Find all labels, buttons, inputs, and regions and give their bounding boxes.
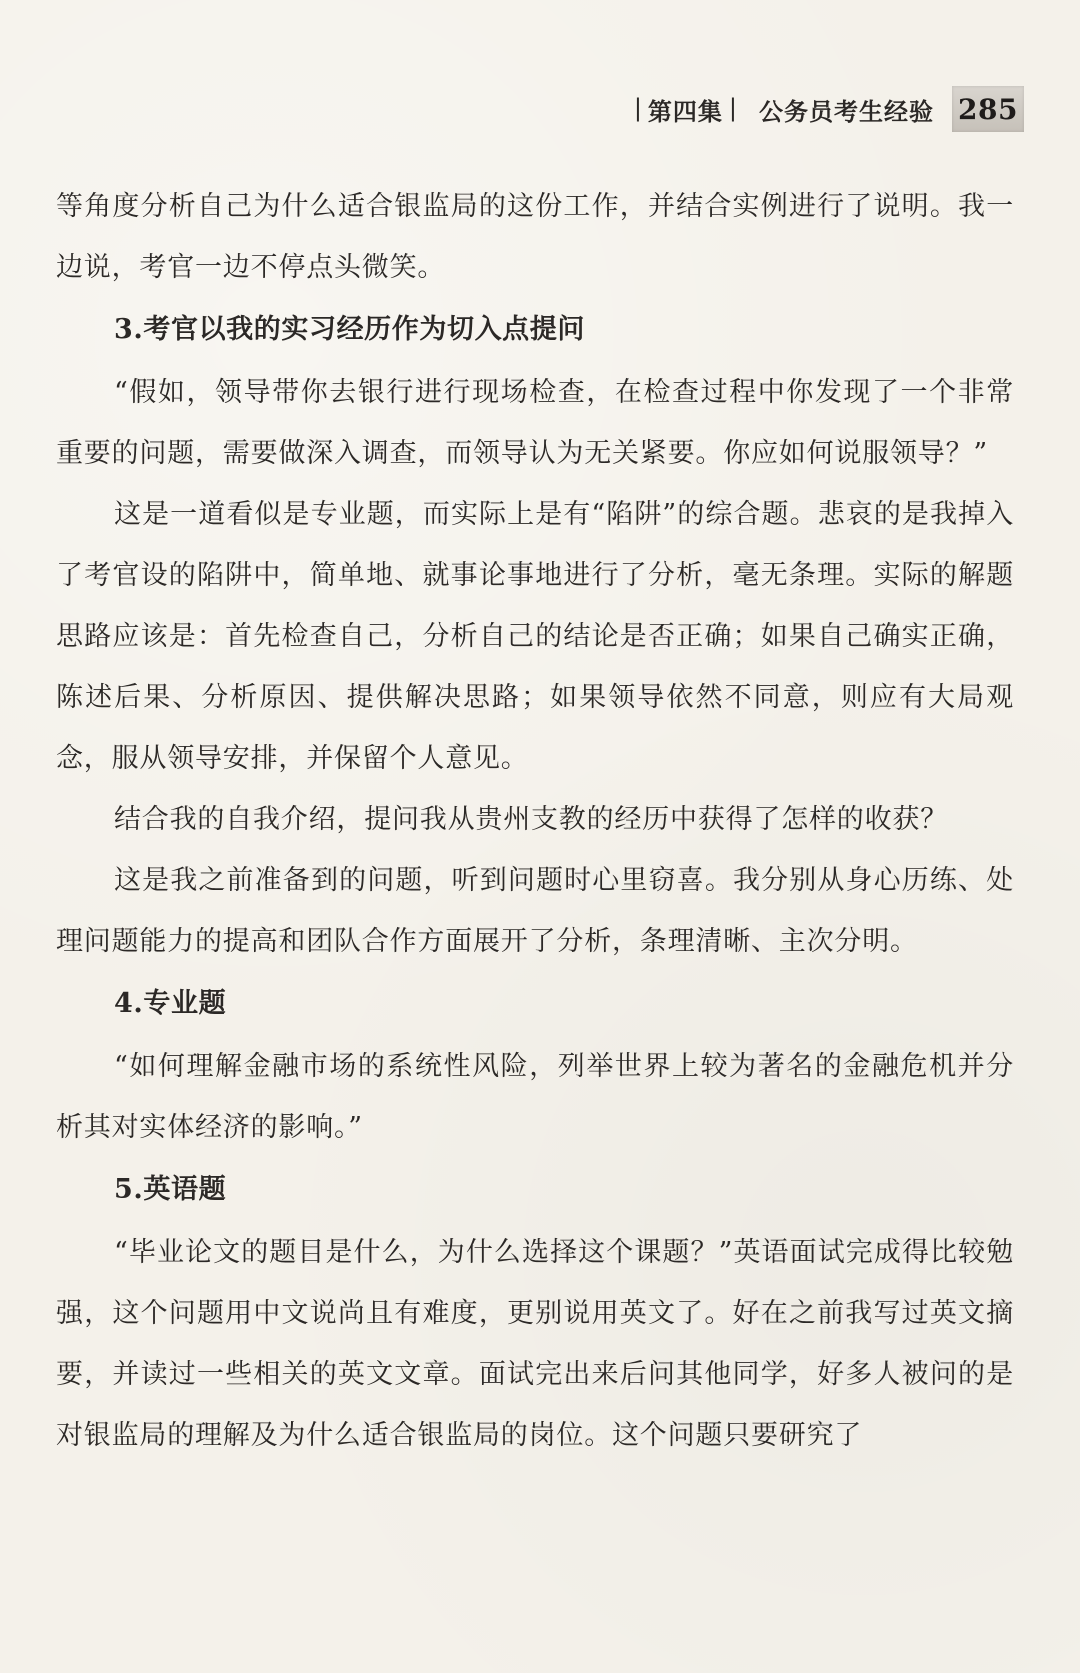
page-number: 285 [958,92,1018,126]
paragraph-6: “如何理解金融市场的系统性风险，列举世界上较为著名的金融危机并分析其对实体经济的影响。” [56,1051,1014,1143]
paragraph-3: 这是一道看似是专业题，而实际上是有“陷阱”的综合题。悲哀的是我掉入了考官设的陷阱中，简单地、就事论事地进行了分析，毫无条理。实际的解题思路应该是：首先检查自己，分析自己的结论是否正确；如果自己确实正确，陈述后果、分析原因、提供解决思路；如果领导依然不同意，则应有大局观念，服从领导安排，并保留个人意见。 [56,499,1014,774]
header-chapter: 第四集 [647,97,723,126]
section-heading-4: 4.专业题 [114,988,227,1019]
running-header [628,84,1024,134]
paragraph-1: 等角度分析自己为什么适合银监局的这份工作，并结合实例进行了说明。我一边说，考官一边不停点头微笑。 [56,191,1014,283]
paragraph-5: 这是我之前准备到的问题，听到问题时心里窃喜。我分别从身心历练、处理问题能力的提高和团队合作方面展开了分析，条理清晰、主次分明。 [56,865,1014,957]
header-separator-middle: | [728,94,737,122]
paragraph-2: “假如，领导带你去银行进行现场检查，在检查过程中你发现了一个非常重要的问题，需要做深入调查，而领导认为无关紧要。你应如何说服领导？” [56,377,1014,469]
header-title: 公务员考生经验 [759,97,934,126]
section-heading-3: 3.考官以我的实习经历作为切入点提问 [114,314,585,345]
page-content [56,176,1014,1466]
header-separator-left: | [633,94,642,122]
page-number-box [952,86,1024,132]
paragraph-4: 结合我的自我介绍，提问我从贵州支教的经历中获得了怎样的收获？ [114,804,948,835]
section-heading-5: 5.英语题 [114,1174,227,1205]
paragraph-7: “毕业论文的题目是什么，为什么选择这个课题？”英语面试完成得比较勉强，这个问题用中文说尚且有难度，更别说用英文了。好在之前我写过英文摘要，并读过一些相关的英文文章。面试完出来后问其他同学，好多人被问的是对银监局的理解及为什么适合银监局的岗位。这个问题只要研究了 [56,1237,1014,1451]
